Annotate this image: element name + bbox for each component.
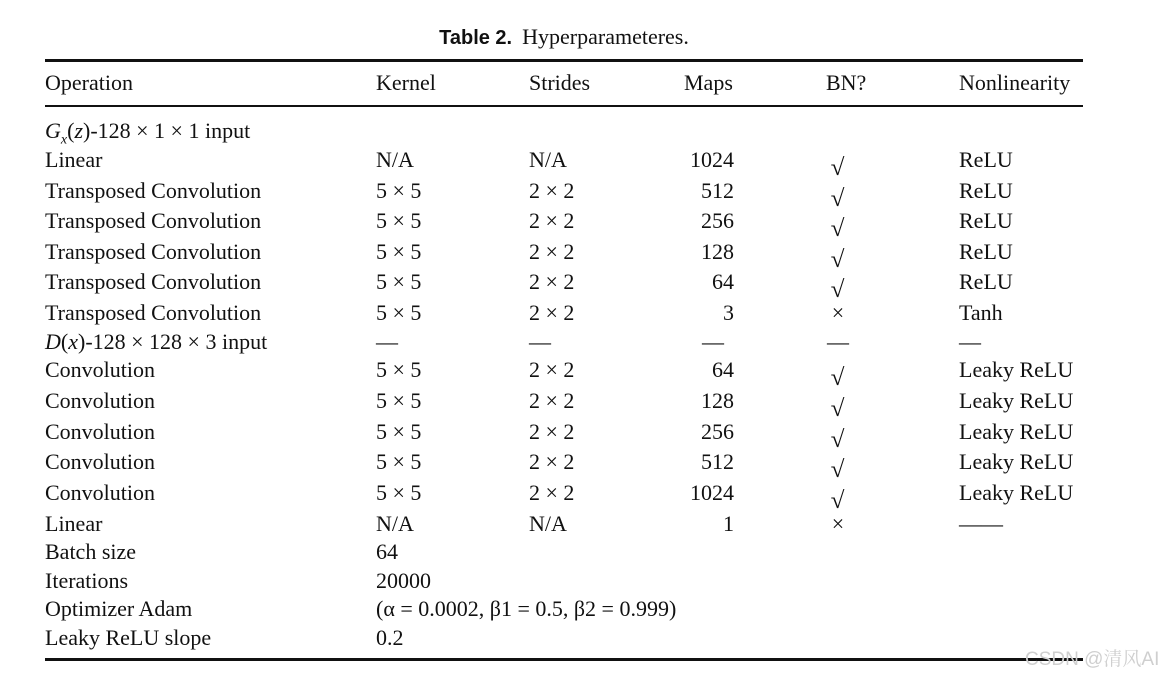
nonlinearity-cell-text: ReLU xyxy=(959,178,1013,203)
nonlinearity-cell xyxy=(959,419,1073,445)
header-maps: Maps xyxy=(684,70,733,95)
checkmark-icon: √ xyxy=(831,186,845,212)
operation-cell-text: Transposed Convolution xyxy=(45,269,262,294)
cross-icon: × xyxy=(831,511,845,536)
strides-cell-text: 2 × 2 xyxy=(529,269,575,294)
top-rule xyxy=(45,59,1083,62)
bn-cell xyxy=(806,147,870,181)
strides-cell-text: 2 × 2 xyxy=(529,357,575,382)
kernel-cell-text: 5 × 5 xyxy=(376,419,422,444)
strides-cell-text: N/A xyxy=(529,147,567,172)
nonlinearity-cell-text: Leaky ReLU xyxy=(959,419,1074,444)
kernel-cell xyxy=(376,511,414,537)
operation-cell-text: Transposed Convolution xyxy=(45,300,262,325)
kernel-cell xyxy=(376,178,421,204)
nonlinearity-cell xyxy=(959,449,1073,475)
caption-label: Table 2. xyxy=(439,27,513,49)
generator-subscript: x xyxy=(60,132,68,148)
checkmark-icon: √ xyxy=(831,247,845,273)
operation-cell-text: Transposed Convolution xyxy=(45,208,262,233)
checkmark-icon: √ xyxy=(831,277,845,303)
maps-cell-text: 1024 xyxy=(690,480,734,505)
maps-cell xyxy=(634,449,734,475)
header-strides: Strides xyxy=(529,70,591,95)
kernel-cell xyxy=(376,388,421,414)
kernel-cell-text: 5 × 5 xyxy=(376,178,422,203)
operation-cell xyxy=(45,239,261,265)
maps-cell-text: 256 xyxy=(701,419,734,444)
setting-value: (α = 0.0002, β1 = 0.5, β2 = 0.999) xyxy=(376,596,677,621)
bottom-rule xyxy=(45,658,1083,661)
nonlinearity-cell xyxy=(959,147,1013,173)
generator-arg: (z) xyxy=(67,118,91,143)
kernel-cell xyxy=(376,357,421,383)
nonlinearity-cell xyxy=(959,480,1073,506)
bn-cell xyxy=(806,208,870,242)
bn-cell xyxy=(806,480,870,514)
strides-cell-text: 2 × 2 xyxy=(529,480,575,505)
kernel-cell-text: 5 × 5 xyxy=(376,480,422,505)
setting-label: Optimizer Adam xyxy=(45,596,193,621)
discriminator-input-shape: -128 × 128 × 3 input xyxy=(85,329,268,354)
header-nonlinearity: Nonlinearity xyxy=(959,70,1071,95)
operation-cell xyxy=(45,511,102,537)
kernel-cell-text: 5 × 5 xyxy=(376,388,422,413)
nonlinearity-cell-text: ReLU xyxy=(959,239,1013,264)
setting-value: 20000 xyxy=(376,568,431,593)
bn-cell xyxy=(806,511,870,537)
checkmark-icon: √ xyxy=(831,216,845,242)
strides-cell xyxy=(529,147,567,173)
nonlinearity-cell xyxy=(959,388,1073,414)
generator-symbol: G xyxy=(45,118,61,143)
operation-cell xyxy=(45,269,261,295)
maps-cell-text: 128 xyxy=(701,388,734,413)
operation-cell-text: Convolution xyxy=(45,480,156,505)
header-rule xyxy=(45,105,1083,107)
bn-cell xyxy=(806,178,870,212)
strides-cell xyxy=(529,511,567,537)
bn-cell xyxy=(806,269,870,303)
nonlinearity-cell-text: ReLU xyxy=(959,208,1013,233)
checkmark-icon: √ xyxy=(831,427,845,453)
operation-cell-text: Linear xyxy=(45,511,103,536)
discriminator-section-heading xyxy=(45,329,267,355)
operation-cell xyxy=(45,480,155,506)
discriminator-symbol: D xyxy=(45,329,61,354)
header-operation: Operation xyxy=(45,70,133,95)
nonlinearity-cell xyxy=(959,357,1073,383)
nonlinearity-cell-text: ReLU xyxy=(959,147,1013,172)
operation-cell xyxy=(45,449,155,475)
maps-cell xyxy=(634,388,734,414)
strides-cell xyxy=(529,357,574,383)
kernel-cell-text: 5 × 5 xyxy=(376,357,422,382)
discriminator-heading-bn: — xyxy=(827,329,849,354)
strides-cell-text: 2 × 2 xyxy=(529,239,575,264)
checkmark-icon: √ xyxy=(831,488,845,514)
maps-cell xyxy=(634,357,734,383)
strides-cell xyxy=(529,419,574,445)
operation-cell xyxy=(45,388,155,414)
maps-cell xyxy=(634,480,734,506)
strides-cell xyxy=(529,449,574,475)
bn-cell xyxy=(806,300,870,326)
strides-cell xyxy=(529,300,574,326)
bn-cell xyxy=(806,419,870,453)
maps-cell-text: 1 xyxy=(723,511,734,536)
nonlinearity-cell xyxy=(959,269,1013,295)
bn-cell xyxy=(806,357,870,391)
strides-cell-text: 2 × 2 xyxy=(529,178,575,203)
maps-cell-text: 128 xyxy=(701,239,734,264)
kernel-cell xyxy=(376,239,421,265)
nonlinearity-cell-text: Leaky ReLU xyxy=(959,480,1074,505)
strides-cell xyxy=(529,208,574,234)
maps-cell-text: 64 xyxy=(712,357,734,382)
operation-cell xyxy=(45,357,155,383)
discriminator-heading-strides: — xyxy=(529,329,551,354)
operation-cell xyxy=(45,300,261,326)
strides-cell-text: 2 × 2 xyxy=(529,300,575,325)
kernel-cell-text: 5 × 5 xyxy=(376,449,422,474)
strides-cell-text: 2 × 2 xyxy=(529,419,575,444)
kernel-cell xyxy=(376,419,421,445)
nonlinearity-cell xyxy=(959,511,1003,537)
maps-cell xyxy=(634,239,734,265)
setting-value: 0.2 xyxy=(376,625,404,650)
kernel-cell-text: N/A xyxy=(376,511,414,536)
generator-input-shape: -128 × 1 × 1 input xyxy=(90,118,251,143)
maps-cell xyxy=(634,269,734,295)
nonlinearity-cell-text: Leaky ReLU xyxy=(959,388,1074,413)
discriminator-arg: (x) xyxy=(60,329,86,354)
operation-cell-text: Convolution xyxy=(45,449,156,474)
nonlinearity-cell xyxy=(959,300,1003,326)
kernel-cell xyxy=(376,480,421,506)
operation-cell-text: Convolution xyxy=(45,388,156,413)
checkmark-icon: √ xyxy=(831,396,845,422)
bn-cell xyxy=(806,449,870,483)
operation-cell-text: Transposed Convolution xyxy=(45,239,262,264)
strides-cell xyxy=(529,480,574,506)
header-bn: BN? xyxy=(826,70,867,95)
nonlinearity-cell-text: ReLU xyxy=(959,269,1013,294)
maps-cell xyxy=(634,208,734,234)
strides-cell xyxy=(529,239,574,265)
nonlinearity-cell xyxy=(959,239,1013,265)
operation-cell xyxy=(45,178,261,204)
setting-value: 64 xyxy=(376,539,398,564)
maps-cell xyxy=(634,147,734,173)
operation-cell xyxy=(45,208,261,234)
strides-cell-text: 2 × 2 xyxy=(529,208,575,233)
maps-cell xyxy=(634,300,734,326)
operation-cell-text: Transposed Convolution xyxy=(45,178,262,203)
checkmark-icon: √ xyxy=(831,457,845,483)
discriminator-heading-kernel: — xyxy=(376,329,398,354)
maps-cell-text: 1024 xyxy=(690,147,734,172)
bn-cell xyxy=(806,388,870,422)
strides-cell xyxy=(529,388,574,414)
kernel-cell-text: 5 × 5 xyxy=(376,269,422,294)
strides-cell-text: 2 × 2 xyxy=(529,449,575,474)
strides-cell-text: N/A xyxy=(529,511,567,536)
kernel-cell-text: 5 × 5 xyxy=(376,300,422,325)
operation-cell-text: Linear xyxy=(45,147,103,172)
maps-cell xyxy=(634,178,734,204)
caption-title: Hyperparameteres. xyxy=(522,24,689,49)
operation-cell-text: Convolution xyxy=(45,357,156,382)
nonlinearity-cell-text: —— xyxy=(959,511,1003,536)
watermark: CSDN @清风AI xyxy=(1025,649,1160,670)
operation-cell xyxy=(45,419,155,445)
kernel-cell-text: 5 × 5 xyxy=(376,239,422,264)
strides-cell xyxy=(529,269,574,295)
maps-cell-text: 64 xyxy=(712,269,734,294)
nonlinearity-cell-text: Leaky ReLU xyxy=(959,357,1074,382)
table-caption xyxy=(0,24,1128,50)
kernel-cell-text: 5 × 5 xyxy=(376,208,422,233)
setting-label: Batch size xyxy=(45,539,137,564)
kernel-cell xyxy=(376,147,414,173)
strides-cell xyxy=(529,178,574,204)
discriminator-heading-maps: — xyxy=(702,329,724,354)
checkmark-icon: √ xyxy=(831,365,845,391)
operation-cell xyxy=(45,147,102,173)
cross-icon: × xyxy=(831,300,845,325)
header-kernel: Kernel xyxy=(376,70,436,95)
maps-cell xyxy=(634,419,734,445)
discriminator-heading-nonlinearity: — xyxy=(959,329,981,354)
maps-cell-text: 256 xyxy=(701,208,734,233)
nonlinearity-cell xyxy=(959,208,1013,234)
strides-cell-text: 2 × 2 xyxy=(529,388,575,413)
kernel-cell xyxy=(376,449,421,475)
bn-cell xyxy=(806,239,870,273)
maps-cell-text: 3 xyxy=(723,300,734,325)
setting-label: Iterations xyxy=(45,568,129,593)
kernel-cell-text: N/A xyxy=(376,147,414,172)
maps-cell-text: 512 xyxy=(701,178,734,203)
kernel-cell xyxy=(376,300,421,326)
setting-label: Leaky ReLU slope xyxy=(45,625,212,650)
nonlinearity-cell xyxy=(959,178,1013,204)
kernel-cell xyxy=(376,208,421,234)
operation-cell-text: Convolution xyxy=(45,419,156,444)
checkmark-icon: √ xyxy=(831,155,845,181)
maps-cell-text: 512 xyxy=(701,449,734,474)
maps-cell xyxy=(634,511,734,537)
kernel-cell xyxy=(376,269,421,295)
nonlinearity-cell-text: Tanh xyxy=(959,300,1003,325)
nonlinearity-cell-text: Leaky ReLU xyxy=(959,449,1074,474)
